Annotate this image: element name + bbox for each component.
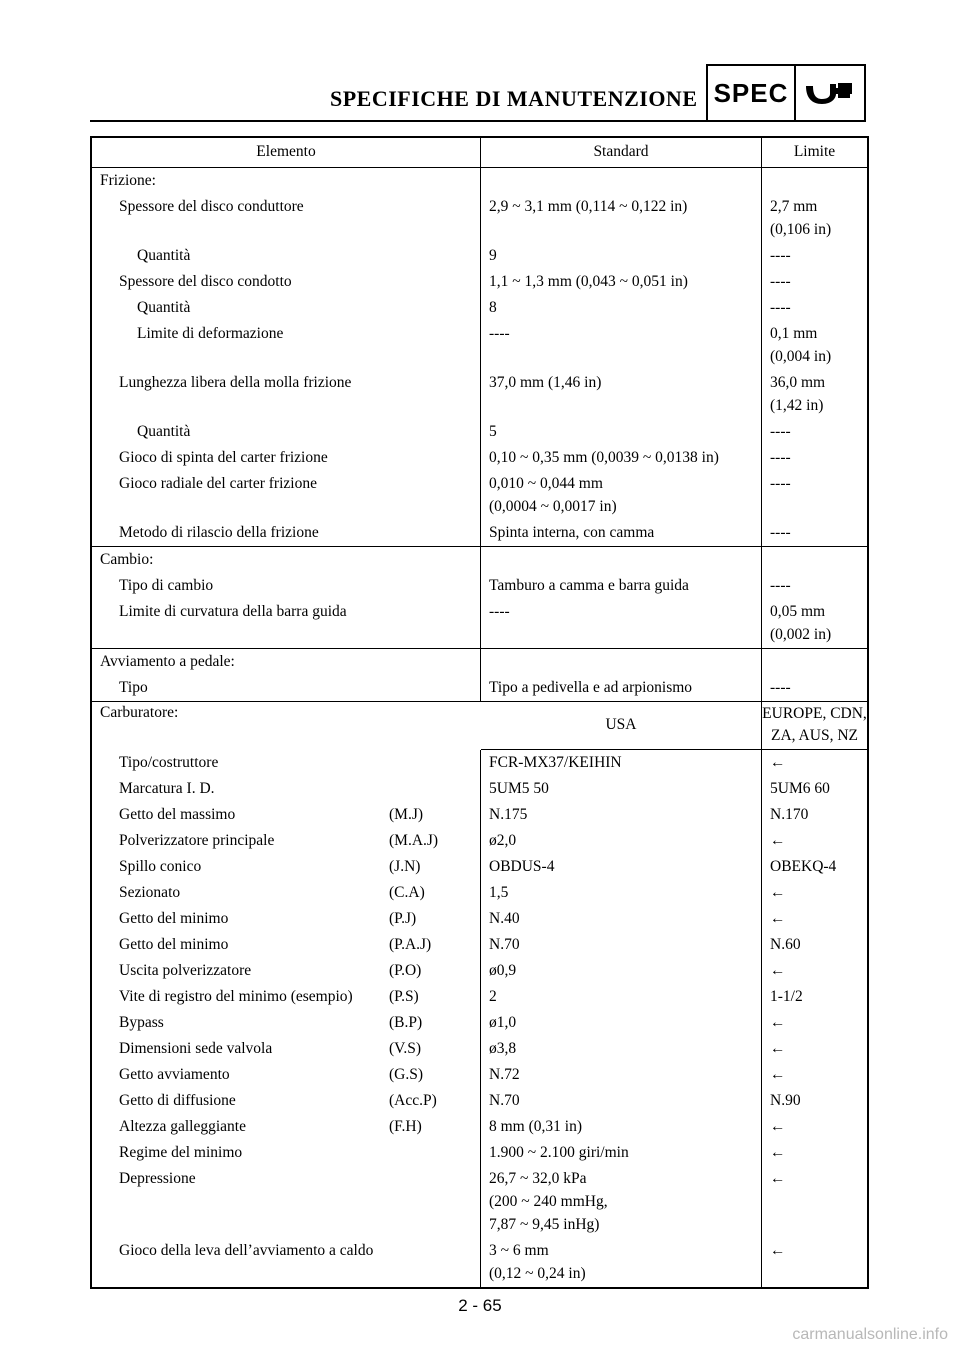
- table-row: [92, 471, 867, 520]
- table-row: [92, 1140, 867, 1166]
- europe-value: ←: [770, 1170, 786, 1187]
- limit-value: 36,0 mm (1,42 in): [770, 374, 826, 414]
- standard-value: 8: [489, 299, 497, 316]
- usa-value: 3 ~ 6 mm (0,12 ~ 0,24 in): [489, 1242, 586, 1282]
- standard-value: 1,1 ~ 1,3 mm (0,043 ~ 0,051 in): [489, 273, 688, 290]
- limit-value: ----: [770, 577, 791, 594]
- usa-value: ø0,9: [489, 962, 517, 979]
- item-code: (P.O): [389, 962, 422, 979]
- item-label: Tipo: [119, 679, 148, 696]
- item-code: (J.N): [389, 858, 421, 875]
- europe-value: 5UM6 60: [770, 780, 830, 797]
- item-label: Metodo di rilascio della frizione: [119, 524, 319, 541]
- table-row: [92, 1114, 867, 1140]
- limit-value: ----: [770, 475, 791, 492]
- table-row: [92, 906, 867, 932]
- table-row: [92, 1010, 867, 1036]
- item-label: Getto del minimo: [119, 910, 229, 927]
- item-code: (F.H): [389, 1118, 422, 1135]
- section-cambio: [92, 546, 867, 573]
- item-label: Quantità: [137, 247, 191, 264]
- usa-value: 1.900 ~ 2.100 giri/min: [489, 1144, 629, 1161]
- table-row: [92, 573, 867, 599]
- limit-value: ----: [770, 247, 791, 264]
- item-label: Getto del massimo: [119, 806, 236, 823]
- table-row: [92, 599, 867, 648]
- section-frizione: [92, 167, 867, 194]
- item-label: Dimensioni sede valvola: [119, 1040, 273, 1057]
- section-title: Avviamento a pedale:: [100, 653, 235, 670]
- header-rule: [90, 120, 707, 122]
- item-label: Spillo conico: [119, 858, 202, 875]
- item-code: (M.J): [389, 806, 424, 823]
- usa-value: N.40: [489, 910, 520, 927]
- europe-value: N.60: [770, 936, 801, 953]
- item-code: (P.S): [389, 988, 419, 1005]
- item-label: Polverizzatore principale: [119, 832, 275, 849]
- section-title: Carburatore:: [100, 704, 179, 721]
- europe-value: 1-1/2: [770, 988, 803, 1005]
- standard-value: 37,0 mm (1,46 in): [489, 374, 602, 391]
- europe-value: ←: [770, 1066, 786, 1083]
- carburatore-subheader: [481, 702, 867, 750]
- section-title: Cambio:: [100, 551, 154, 568]
- table-row: [92, 1166, 867, 1238]
- item-label: Quantità: [137, 299, 191, 316]
- item-code: (P.A.J): [389, 936, 432, 953]
- limit-value: ----: [770, 449, 791, 466]
- usa-value: 1,5: [489, 884, 509, 901]
- table-row: [92, 750, 867, 776]
- europe-value: ←: [770, 1040, 786, 1057]
- item-label: Gioco della leva dell’avviamento a caldo: [119, 1242, 374, 1259]
- standard-value: Spinta interna, con camma: [489, 524, 655, 541]
- table-header: [92, 138, 867, 167]
- spec-badge-label: SPEC: [708, 66, 796, 120]
- table-row: [92, 243, 867, 269]
- table-row: [92, 194, 867, 243]
- limit-value: 0,05 mm (0,002 in): [770, 603, 832, 643]
- table-row: [92, 854, 867, 880]
- spec-badge: [706, 64, 866, 122]
- page-title: SPECIFICHE DI MANUTENZIONE: [330, 86, 698, 111]
- usa-value: N.70: [489, 936, 520, 953]
- spec-table: [90, 136, 869, 1289]
- table-row: [92, 1238, 867, 1287]
- table-row: [92, 520, 867, 546]
- standard-value: 5: [489, 423, 497, 440]
- table-row: [92, 802, 867, 828]
- table-row: [92, 958, 867, 984]
- col-usa: USA: [481, 702, 762, 750]
- table-row: [92, 776, 867, 802]
- table-row: [92, 880, 867, 906]
- table-row: [92, 445, 867, 471]
- section-carburatore: [92, 701, 867, 750]
- limit-value: ----: [770, 273, 791, 290]
- item-label: Marcatura I. D.: [119, 780, 215, 797]
- item-label: Tipo di cambio: [119, 577, 214, 594]
- usa-value: N.72: [489, 1066, 520, 1083]
- item-label: Limite di deformazione: [137, 325, 284, 342]
- europe-value: ←: [770, 1014, 786, 1031]
- item-code: (C.A): [389, 884, 425, 901]
- usa-value: N.70: [489, 1092, 520, 1109]
- item-label: Gioco radiale del carter frizione: [119, 475, 317, 492]
- page-number: 2 - 65: [458, 1296, 502, 1315]
- usa-value: FCR-MX37/KEIHIN: [489, 754, 622, 771]
- table-row: [92, 828, 867, 854]
- usa-value: ø2,0: [489, 832, 517, 849]
- wrench-icon: [796, 66, 864, 120]
- standard-value: Tamburo a camma e barra guida: [489, 577, 689, 594]
- item-label: Quantità: [137, 423, 191, 440]
- table-row: [92, 1036, 867, 1062]
- usa-value: 5UM5 50: [489, 780, 549, 797]
- europe-value: ←: [770, 832, 786, 849]
- col-limite: Limite: [793, 143, 836, 160]
- item-label: Depressione: [119, 1170, 196, 1187]
- item-label: Bypass: [119, 1014, 164, 1031]
- europe-value: ←: [770, 1242, 786, 1259]
- usa-value: OBDUS-4: [489, 858, 555, 875]
- item-label: Getto del minimo: [119, 936, 229, 953]
- europe-value: ←: [770, 962, 786, 979]
- item-label: Lunghezza libera della molla frizione: [119, 374, 352, 391]
- standard-value: Tipo a pedivella e ad arpionismo: [489, 679, 693, 696]
- item-label: Gioco di spinta del carter frizione: [119, 449, 328, 466]
- item-label: Spessore del disco conduttore: [119, 198, 304, 215]
- usa-value: N.175: [489, 806, 528, 823]
- item-label: Altezza galleggiante: [119, 1118, 246, 1135]
- item-code: (V.S): [389, 1040, 422, 1057]
- section-avviamento: [92, 648, 867, 675]
- table-row: [92, 321, 867, 370]
- item-label: Getto di diffusione: [119, 1092, 236, 1109]
- table-row: [92, 675, 867, 701]
- table-row: [92, 269, 867, 295]
- limit-value: ----: [770, 524, 791, 541]
- item-label: Sezionato: [119, 884, 181, 901]
- europe-value: N.170: [770, 806, 809, 823]
- item-label: Limite di curvatura della barra guida: [119, 603, 347, 620]
- watermark: carmanualsonline.info: [792, 1326, 948, 1343]
- item-label: Tipo/costruttore: [119, 754, 219, 771]
- standard-value: ----: [489, 603, 510, 620]
- limit-value: 2,7 mm (0,106 in): [770, 198, 832, 238]
- europe-value: ←: [770, 754, 786, 771]
- europe-value: ←: [770, 1144, 786, 1161]
- table-row: [92, 419, 867, 445]
- limit-value: ----: [770, 299, 791, 316]
- item-code: (P.J): [389, 910, 417, 927]
- europe-value: N.90: [770, 1092, 801, 1109]
- usa-value: 2: [489, 988, 497, 1005]
- item-label: Regime del minimo: [119, 1144, 243, 1161]
- usa-value: 8 mm (0,31 in): [489, 1118, 582, 1135]
- col-elemento: Elemento: [256, 143, 316, 160]
- limit-value: ----: [770, 423, 791, 440]
- table-row: [92, 1088, 867, 1114]
- europe-value: OBEKQ-4: [770, 858, 837, 875]
- standard-value: 2,9 ~ 3,1 mm (0,114 ~ 0,122 in): [489, 198, 688, 215]
- item-label: Vite di registro del minimo (esempio): [119, 988, 353, 1005]
- limit-value: 0,1 mm (0,004 in): [770, 325, 832, 365]
- col-standard: Standard: [593, 143, 649, 160]
- table-row: [92, 370, 867, 419]
- col-europe: EUROPE, CDN, ZA, AUS, NZ: [762, 702, 867, 750]
- item-code: (M.A.J): [389, 832, 439, 849]
- standard-value: 0,010 ~ 0,044 mm (0,0004 ~ 0,0017 in): [489, 475, 617, 515]
- item-code: (B.P): [389, 1014, 423, 1031]
- europe-value: ←: [770, 884, 786, 901]
- table-row: [92, 1062, 867, 1088]
- table-row: [92, 984, 867, 1010]
- standard-value: 0,10 ~ 0,35 mm (0,0039 ~ 0,0138 in): [489, 449, 719, 466]
- table-row: [92, 932, 867, 958]
- item-code: (G.S): [389, 1066, 424, 1083]
- item-label: Uscita polverizzatore: [119, 962, 252, 979]
- item-label: Spessore del disco condotto: [119, 273, 292, 290]
- europe-value: ←: [770, 1118, 786, 1135]
- item-code: (Acc.P): [389, 1092, 437, 1109]
- item-label: Getto avviamento: [119, 1066, 230, 1083]
- usa-value: ø3,8: [489, 1040, 517, 1057]
- limit-value: ----: [770, 679, 791, 696]
- usa-value: ø1,0: [489, 1014, 517, 1031]
- standard-value: 9: [489, 247, 497, 264]
- table-row: [92, 295, 867, 321]
- usa-value: 26,7 ~ 32,0 kPa (200 ~ 240 mmHg, 7,87 ~ 9,45 inHg): [489, 1170, 608, 1233]
- section-title: Frizione:: [100, 172, 156, 189]
- europe-value: ←: [770, 910, 786, 927]
- standard-value: ----: [489, 325, 510, 342]
